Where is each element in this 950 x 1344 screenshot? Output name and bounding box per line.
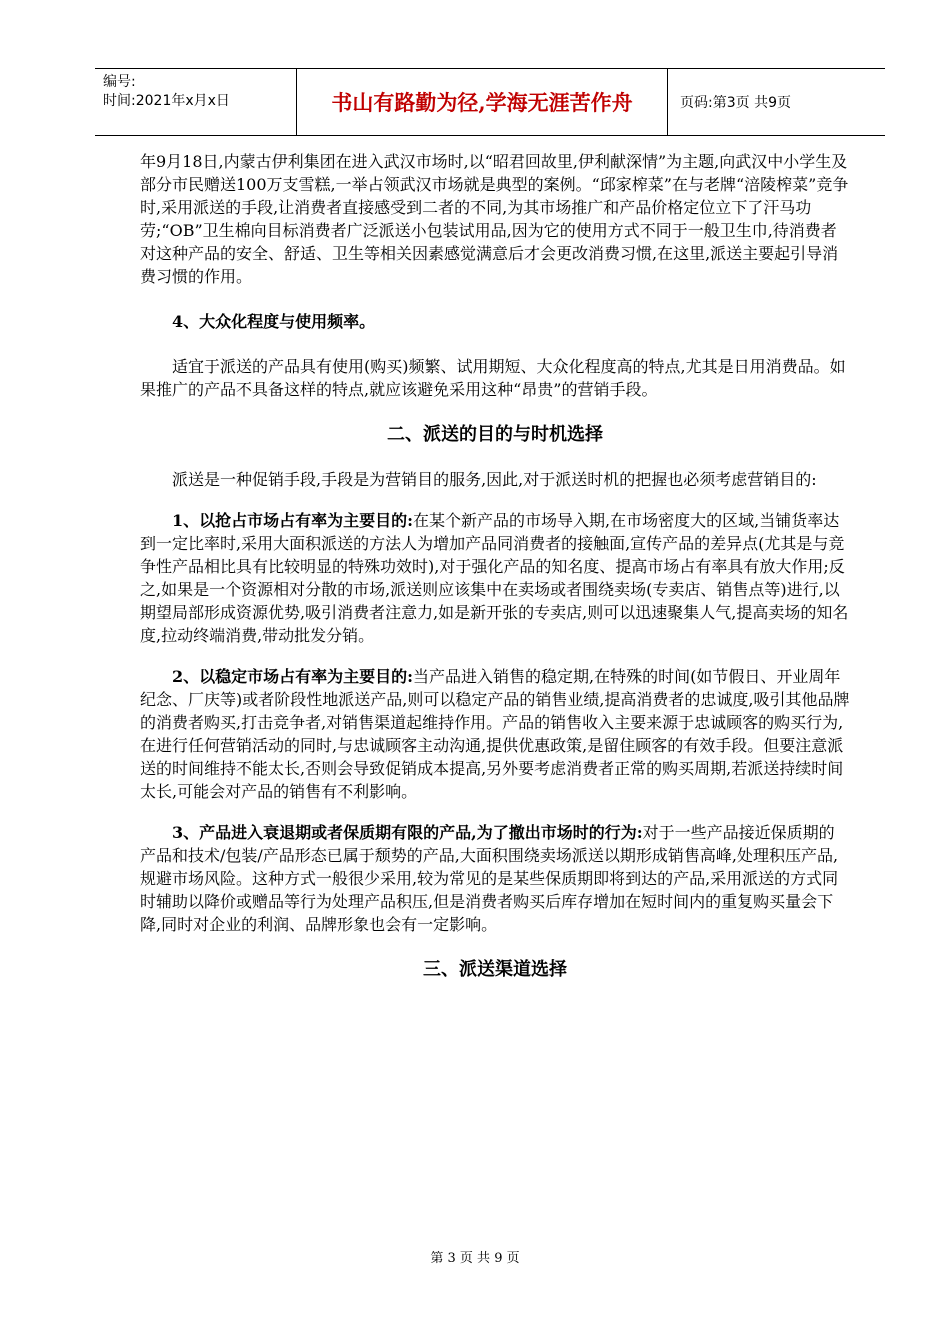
page-footer: 第 3 页 共 9 页 [430, 1251, 520, 1266]
header-motto: 书山有路勤为径,学海无涯苦作舟 [297, 69, 668, 135]
subheading-4: 4、大众化程度与使用频率。 [172, 312, 376, 331]
paragraph-4: 适宜于派送的产品具有使用(购买)频繁、试用期短、大众化程度高的特点,尤其是日用消费品。如果推广的产品不具备这样的特点,就应该避免采用这种“昂贵”的营销手段。 [140, 357, 846, 399]
page-header [95, 68, 885, 136]
list-item-3-text: 对于一些产品接近保质期的产品和技术/包装/产品形态已属于颓势的产品,大面积围绕卖场派送以期形成销售高峰,处理积压产品,规避市场风险。这种方式一般很少采用,较为常见的是某些保质期即将到达的产品,采用派送的方式同时辅助以降价或赠品等行为处理产品积压,但是消费者购买后库存增加在短时间内的重复购买量会下降,同时对企业的利润、品牌形象也会有一定影响。 [140, 823, 839, 934]
time-label: 时间:2021年x月x日 [103, 93, 230, 109]
list-item-3-title: 3、产品进入衰退期或者保质期有限的产品,为了撤出市场时的行为: [172, 823, 643, 842]
section-heading-3: 三、派送渠道选择 [423, 959, 567, 980]
document-body [140, 150, 850, 981]
section-heading-2: 二、派送的目的与时机选择 [387, 424, 603, 445]
list-item-1-title: 1、以抢占市场占有率为主要目的: [172, 511, 414, 530]
paragraph-continued: 年9月18日,内蒙古伊利集团在进入武汉市场时,以“昭君回故里,伊利献深情”为主题,向武汉中小学生及部分市民赠送100万支雪糕,一举占领武汉市场就是典型的案例。“邱家榨菜”在与老牌“涪陵榨菜”竞争时,采用派送的手段,让消费者直接感受到二者的不同,为其市场推广和产品价格定位立下了汗马功劳;“OB”卫生棉向目标消费者广泛派送小包装试用品,因为它的使用方式不同于一般卫生巾,待消费者对这种产品的安全、舒适、卫生等相关因素感觉满意后才会更改消费习惯,在这里,派送主要起引导消费习惯的作用。 [140, 152, 849, 286]
header-page-label: 页码:第3页 共9页 [680, 95, 791, 111]
list-item-2-title: 2、以稳定市场占有率为主要目的: [172, 667, 414, 686]
list-item-1-text: 在某个新产品的市场导入期,在市场密度大的区域,当铺货率达到一定比率时,采用大面积派送的方法人为增加产品同消费者的接触面,宣传产品的差异点(尤其是与竞争性产品相比具有比较明显的特殊功效时),对于强化产品的知名度、提高市场占有率具有放大作用;反之,如果是一个资源相对分散的市场,派送则应该集中在卖场或者围绕卖场(专卖店、销售点等)进行,以期望局部形成资源优势,吸引消费者注意力,如是新开张的专卖店,则可以迅速聚集人气,提高卖场的知名度,拉动终端消费,带动批发分销。 [140, 511, 849, 645]
header-meta [95, 69, 297, 135]
list-item-2-text: 当产品进入销售的稳定期,在特殊的时间(如节假日、开业周年纪念、厂庆等)或者阶段性地派送产品,则可以稳定产品的销售业绩,提高消费者的忠诚度,吸引其他品牌的消费者购买,打击竞争者,对销售渠道起维持作用。产品的销售收入主要来源于忠诚顾客的购买行为,在进行任何营销活动的同时,与忠诚顾客主动沟通,提供优惠政策,是留住顾客的有效手段。但要注意派送的时间维持不能太长,否则会导致促销成本提高,另外要考虑消费者正常的购买周期,若派送持续时间太长,可能会对产品的销售有不利影响。 [140, 667, 850, 801]
paragraph-intro: 派送是一种促销手段,手段是为营销目的服务,因此,对于派送时机的把握也必须考虑营销目的: [172, 470, 817, 489]
list-item-3 [140, 821, 850, 936]
list-item-1 [140, 509, 850, 647]
number-label: 编号: [103, 74, 136, 90]
list-item-2 [140, 665, 850, 803]
